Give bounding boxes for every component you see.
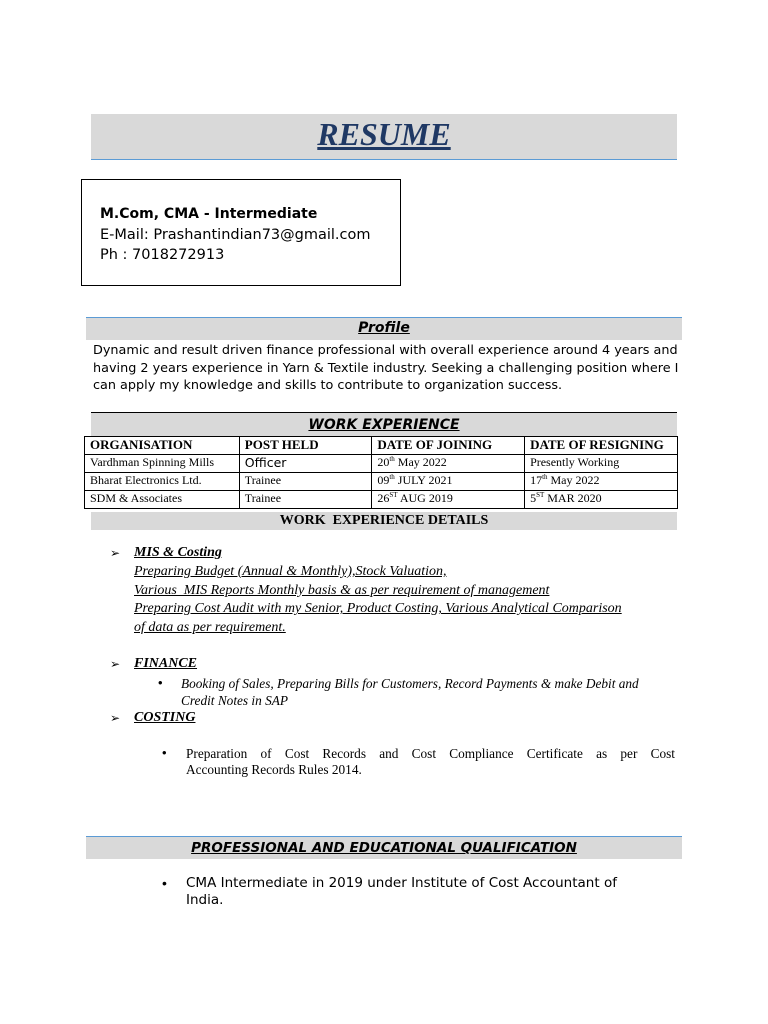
finance-line: Credit Notes in SAP [181,693,288,708]
resign-date-cell: 5ST MAR 2020 [525,491,678,509]
resign-date-cell: 17th May 2022 [525,473,678,491]
costing-line: Accounting Records Rules 2014. [186,762,362,777]
org-cell: SDM & Associates [85,491,240,509]
join-date-cell: 09th JULY 2021 [372,473,525,491]
contact-box [81,179,401,286]
profile-heading: Profile [358,320,410,336]
mis-line: of data as per requirement. [134,620,286,636]
join-date-cell: 26ST AUG 2019 [372,491,525,509]
column-header: DATE OF JOINING [372,437,525,455]
qualification-band [86,836,682,859]
profile-line: can apply my knowledge and skills to contribute to organization success. [93,378,563,393]
mis-line: Preparing Cost Audit with my Senior, Product Costing, Various Analytical Comparison [134,601,622,617]
table-header-row [85,437,678,455]
bullet-icon: • [162,875,167,891]
post-cell: Trainee [239,491,372,509]
costing-title: COSTING [134,710,196,725]
org-cell: Vardhman Spinning Mills [85,455,240,473]
work-details-heading: WORK EXPERIENCE DETAILS [279,513,489,528]
qualification-line: M.Com, CMA - Intermediate [100,206,318,222]
bullet-icon: • [162,745,167,760]
mis-costing-lines [134,563,622,638]
post-cell: Officer [239,455,372,473]
work-experience-heading: WORK EXPERIENCE [308,417,460,433]
work-experience-table [84,436,678,509]
profile-line: having 2 years experience in Yarn & Textile industry. Seeking a challenging position where I [93,360,679,376]
column-header: DATE OF RESIGNING [525,437,678,455]
table-row [85,455,678,473]
qualification-item [186,875,617,909]
mis-line: Preparing Budget (Annual & Monthly),Stock Valuation, [134,564,447,579]
table-row [85,491,678,509]
finance-title: FINANCE [134,656,198,671]
work-experience-band [91,412,677,437]
resign-date-cell: Presently Working [525,455,678,473]
column-header: POST HELD [239,437,372,455]
table-row [85,473,678,491]
qualification-line: India. [186,892,224,908]
finance-line: Booking of Sales, Preparing Bills for Customers, Record Payments & make Debit and [181,676,639,691]
qualification-line: CMA Intermediate in 2019 under Institute of Cost Accountant of [186,875,617,891]
work-details-band [91,512,677,530]
profile-text [93,342,678,395]
email-line: E-Mail: Prashantindian73@gmail.com [100,227,371,243]
mis-line: Various MIS Reports Monthly basis & as per requirement of management [134,582,550,598]
post-cell: Trainee [239,473,372,491]
arrow-bullet-icon: ➢ [110,711,121,725]
mis-costing-title: MIS & Costing [134,545,222,560]
title-band [91,114,677,160]
profile-line: Dynamic and result driven finance professional with overall experience around 4 years and [93,343,678,358]
arrow-bullet-icon: ➢ [110,657,121,671]
finance-text [181,675,675,709]
org-cell: Bharat Electronics Ltd. [85,473,240,491]
page-title: RESUME [317,116,451,152]
arrow-bullet-icon: ➢ [110,546,121,560]
costing-text [186,746,675,778]
profile-band [86,317,682,340]
bullet-icon: • [158,675,163,690]
column-header: ORGANISATION [85,437,240,455]
costing-line: Preparation of Cost Records and Cost Compliance Certificate as per Cost [186,746,675,761]
join-date-cell: 20th May 2022 [372,455,525,473]
qualification-heading: PROFESSIONAL AND EDUCATIONAL QUALIFICATION [191,840,577,856]
phone-line: Ph : 7018272913 [100,247,225,263]
